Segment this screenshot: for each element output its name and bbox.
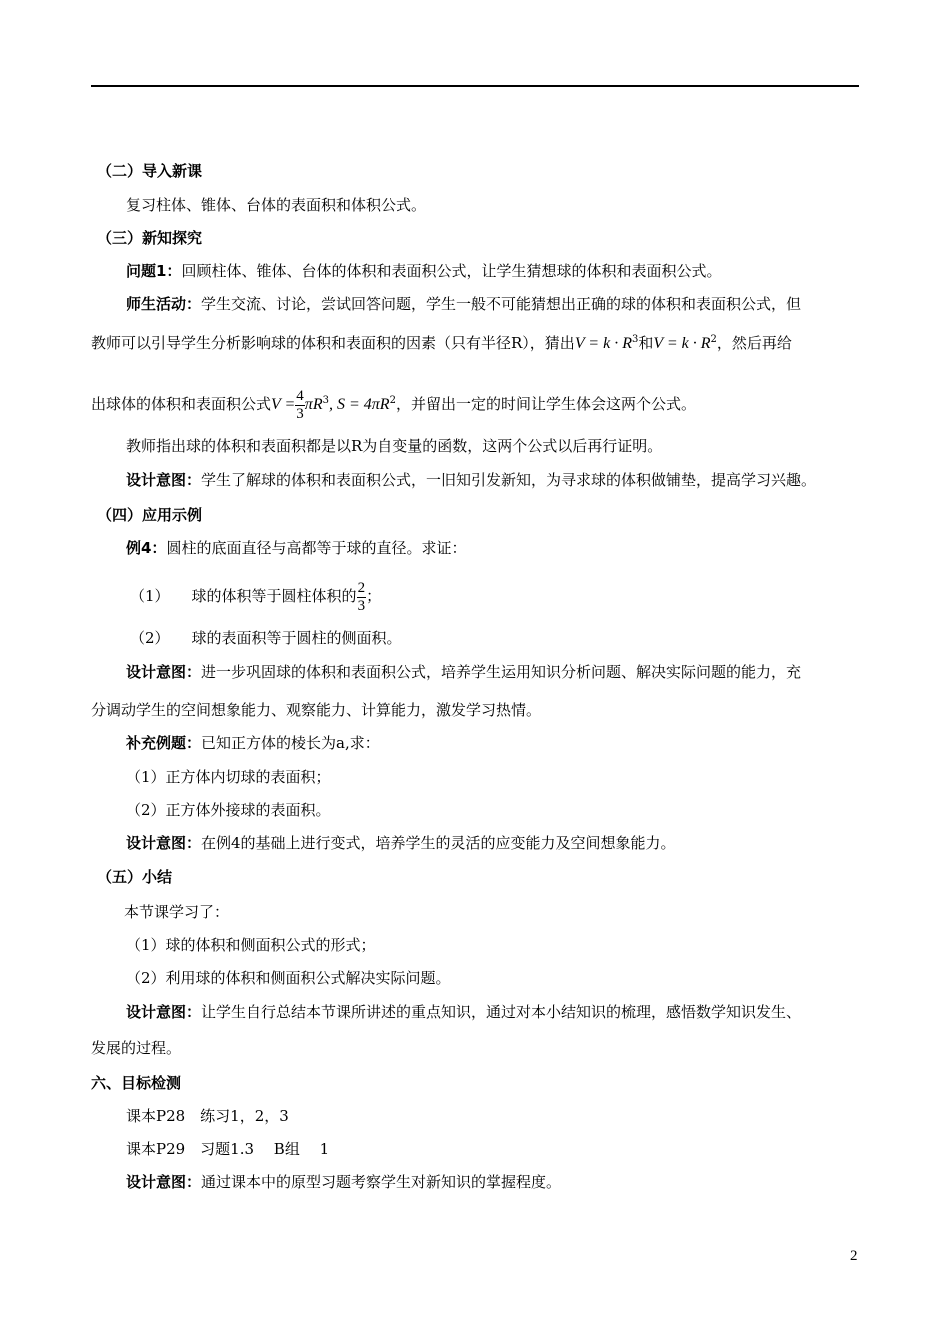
fraction-4-3: $\frac{4}{3}$ xyxy=(296,387,304,422)
paragraph: 教师指出球的体积和表面积都是以R为自变量的函数，这两个公式以后再行证明。 xyxy=(126,437,663,455)
paragraph: 课本P29 习题1.3 B组 1 xyxy=(126,1140,330,1158)
section-heading-6: 六、目标检测 xyxy=(91,1074,182,1092)
paragraph: 本节课学习了： xyxy=(124,903,230,921)
paragraph: 课本P28 练习1，2，3 xyxy=(126,1107,289,1125)
design-intent: 设计意图：通过课本中的原型习题考察学生对新知识的掌握程度。 xyxy=(126,1173,562,1191)
question-1: 问题1：回顾柱体、锥体、台体的体积和表面积公式，让学生猜想球的体积和表面积公式。 xyxy=(126,262,722,280)
page-number: 2 xyxy=(850,1248,858,1264)
activity-line-2: 教师可以引导学生分析影响球的体积和表面积的因素（只有半径R），猜出$V = k \cdot R^3$和$V = k \cdot R^2$，然后再给 xyxy=(91,334,792,352)
list-item: （1）正方体内切球的表面积； xyxy=(126,768,331,786)
paragraph: 分调动学生的空间想象能力、观察能力、计算能力，激发学习热情。 xyxy=(91,701,542,719)
section-heading-3: （三）新知探究 xyxy=(97,229,203,247)
design-intent: 设计意图：进一步巩固球的体积和表面积公式，培养学生运用知识分析问题、解决实际问题的能力，充 xyxy=(126,663,802,681)
section-heading-5: （五）小结 xyxy=(97,868,173,886)
design-intent: 设计意图：在例4的基础上进行变式，培养学生的灵活的应变能力及空间想象能力。 xyxy=(126,834,676,852)
list-item: （1） 球的体积等于圆柱体积的 $\frac{2}{3}$ ； xyxy=(130,579,382,614)
list-item: （2） 球的表面积等于圆柱的侧面积。 xyxy=(130,629,402,647)
paragraph: 发展的过程。 xyxy=(91,1039,182,1057)
list-item: （1）球的体积和侧面积公式的形式； xyxy=(126,936,376,954)
example-4: 例4：圆柱的底面直径与高都等于球的直径。求证： xyxy=(126,539,467,557)
list-item: （2）利用球的体积和侧面积公式解决实际问题。 xyxy=(126,969,451,987)
activity-line-1: 师生活动：学生交流、讨论，尝试回答问题，学生一般不可能猜想出正确的球的体积和表面积公式，但 xyxy=(126,295,802,313)
section-heading-4: （四）应用示例 xyxy=(97,506,203,524)
section-heading-2: （二）导入新课 xyxy=(97,162,203,180)
header-rule xyxy=(91,85,859,87)
design-intent: 设计意图：让学生自行总结本节课所讲述的重点知识，通过对本小结知识的梳理，感悟数学知识发生、 xyxy=(126,1003,802,1021)
supplementary-example: 补充例题：已知正方体的棱长为a,求： xyxy=(126,734,380,752)
list-item: （2）正方体外接球的表面积。 xyxy=(126,801,331,819)
paragraph: 复习柱体、锥体、台体的表面积和体积公式。 xyxy=(126,196,427,214)
formula-line: 出球体的体积和表面积公式V = $\frac{4}{3}$ $\pi R^3$, $S = 4\pi R^2$，并留出一定的时间让学生体会这两个公式。 xyxy=(91,387,696,422)
design-intent: 设计意图：学生了解球的体积和表面积公式，一旧知引发新知，为寻求球的体积做铺垫，提高学习兴趣。 xyxy=(126,471,817,489)
fraction-2-3: $\frac{2}{3}$ xyxy=(357,579,366,614)
